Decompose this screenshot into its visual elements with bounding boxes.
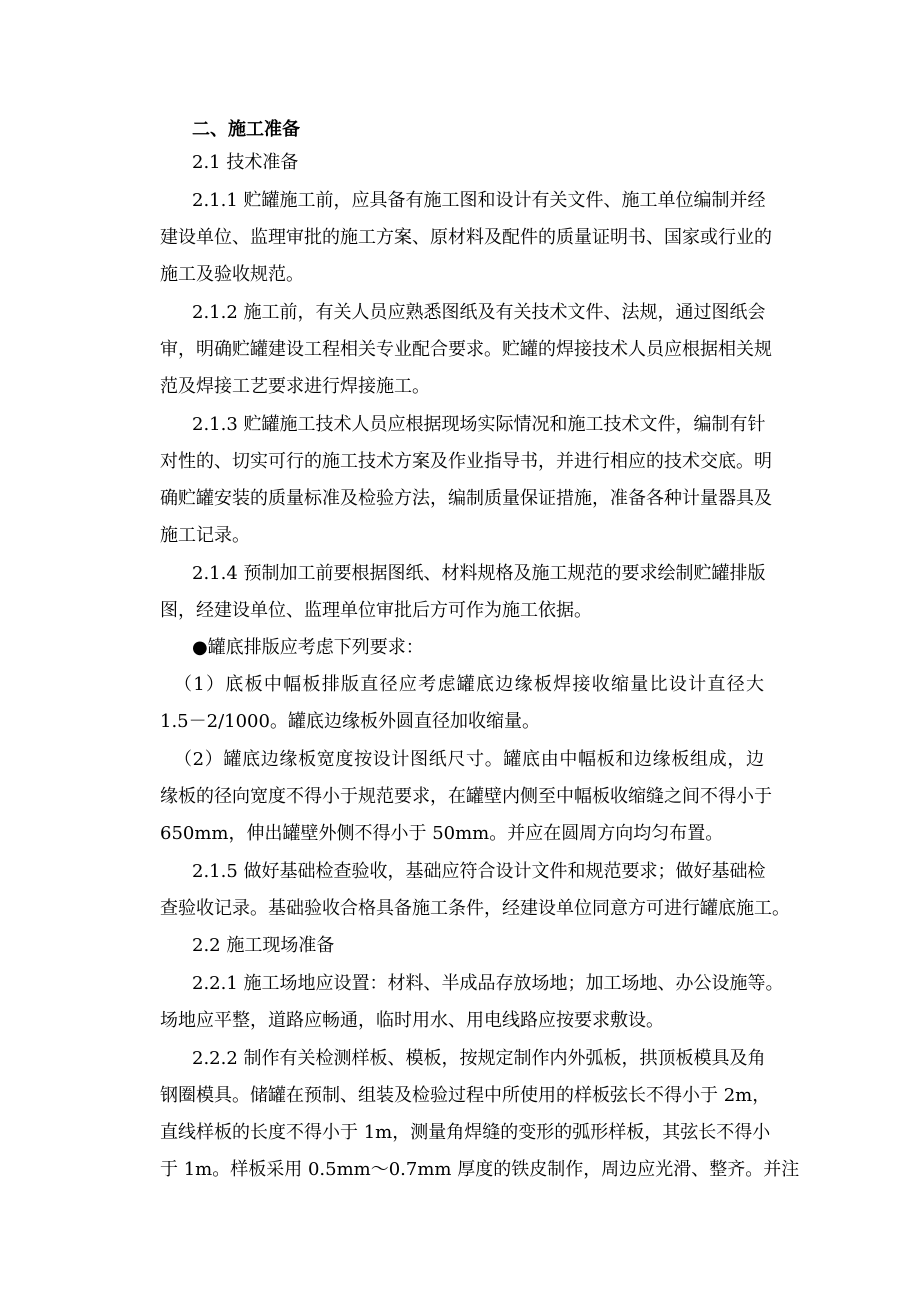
paragraph-2-2-2-line-2: 钢圈模具。储罐在预制、组装及检验过程中所使用的样板弦长不得小于 2m， bbox=[160, 1085, 771, 1106]
paragraph-2-1-3-line-2: 对性的、切实可行的施工技术方案及作业指导书，并进行相应的技术交底。明 bbox=[160, 451, 772, 472]
bullet-item: ●罐底排版应考虑下列要求： bbox=[192, 637, 424, 658]
list-item-2-line-3: 650mm，伸出罐壁外侧不得小于 50mm。并应在圆周方向均匀布置。 bbox=[160, 823, 724, 844]
paragraph-2-1-1-line-2: 建设单位、监理审批的施工方案、原材料及配件的质量证明书、国家或行业的 bbox=[160, 227, 772, 248]
paragraph-2-1-3-line-4: 施工记录。 bbox=[160, 525, 250, 546]
paragraph-2-1-4-line-1: 2.1.4 预制加工前要根据图纸、材料规格及施工规范的要求绘制贮罐排版 bbox=[192, 563, 766, 584]
paragraph-2-1-5-line-2: 查验收记录。基础验收合格具备施工条件，经建设单位同意方可进行罐底施工。 bbox=[160, 898, 790, 919]
paragraph-2-2-2-line-1: 2.2.2 制作有关检测样板、模板，按规定制作内外弧板，拱顶板模具及角 bbox=[192, 1048, 766, 1069]
paragraph-2-1-4-line-2: 图，经建设单位、监理单位审批后方可作为施工依据。 bbox=[160, 600, 592, 621]
list-item-1-line-2: 1.5－2/1000。罐底边缘板外圆直径加收缩量。 bbox=[160, 711, 540, 732]
paragraph-2-1-3-line-3: 确贮罐安装的质量标准及检验方法，编制质量保证措施，准备各种计量器具及 bbox=[160, 488, 772, 509]
paragraph-2-1-2-line-2: 审，明确贮罐建设工程相关专业配合要求。贮罐的焊接技术人员应根据相关规 bbox=[160, 339, 772, 360]
paragraph-2-1-1-line-3: 施工及验收规范。 bbox=[160, 264, 304, 285]
paragraph-2-1-3-line-1: 2.1.3 贮罐施工技术人员应根据现场实际情况和施工技术文件，编制有针 bbox=[192, 414, 766, 435]
paragraph-2-2-2-line-3: 直线样板的长度不得小于 1m，测量角焊缝的变形的弧形样板，其弦长不得小 bbox=[160, 1122, 771, 1143]
list-item-2-line-2: 缘板的径向宽度不得小于规范要求，在罐壁内侧至中幅板收缩缝之间不得小于 bbox=[160, 786, 772, 807]
paragraph-2-2-1-line-2: 场地应平整，道路应畅通，临时用水、用电线路应按要求敷设。 bbox=[160, 1010, 664, 1031]
paragraph-2-2-1-line-1: 2.2.1 施工场地应设置：材料、半成品存放场地；加工场地、办公设施等。 bbox=[192, 973, 784, 994]
subsection-title-2-1: 2.1 技术准备 bbox=[192, 152, 299, 173]
paragraph-2-2-2-line-4: 于 1m。样板采用 0.5mm～0.7mm 厚度的铁皮制作，周边应光滑、整齐。并注 bbox=[160, 1159, 800, 1180]
list-item-2-line-1: （2）罐底边缘板宽度按设计图纸尺寸。罐底由中幅板和边缘板组成，边 bbox=[174, 749, 764, 770]
section-heading: 二、施工准备 bbox=[192, 119, 300, 140]
paragraph-2-1-2-line-1: 2.1.2 施工前，有关人员应熟悉图纸及有关技术文件、法规，通过图纸会 bbox=[192, 302, 766, 323]
paragraph-2-1-5-line-1: 2.1.5 做好基础检查验收，基础应符合设计文件和规范要求；做好基础检 bbox=[192, 861, 766, 882]
list-item-1-line-1: （1）底板中幅板排版直径应考虑罐底边缘板焊接收缩量比设计直径大 bbox=[174, 674, 764, 695]
paragraph-2-1-1-line-1: 2.1.1 贮罐施工前，应具备有施工图和设计有关文件、施工单位编制并经 bbox=[192, 190, 766, 211]
subsection-title-2-2: 2.2 施工现场准备 bbox=[192, 935, 335, 956]
paragraph-2-1-2-line-3: 范及焊接工艺要求进行焊接施工。 bbox=[160, 376, 430, 397]
